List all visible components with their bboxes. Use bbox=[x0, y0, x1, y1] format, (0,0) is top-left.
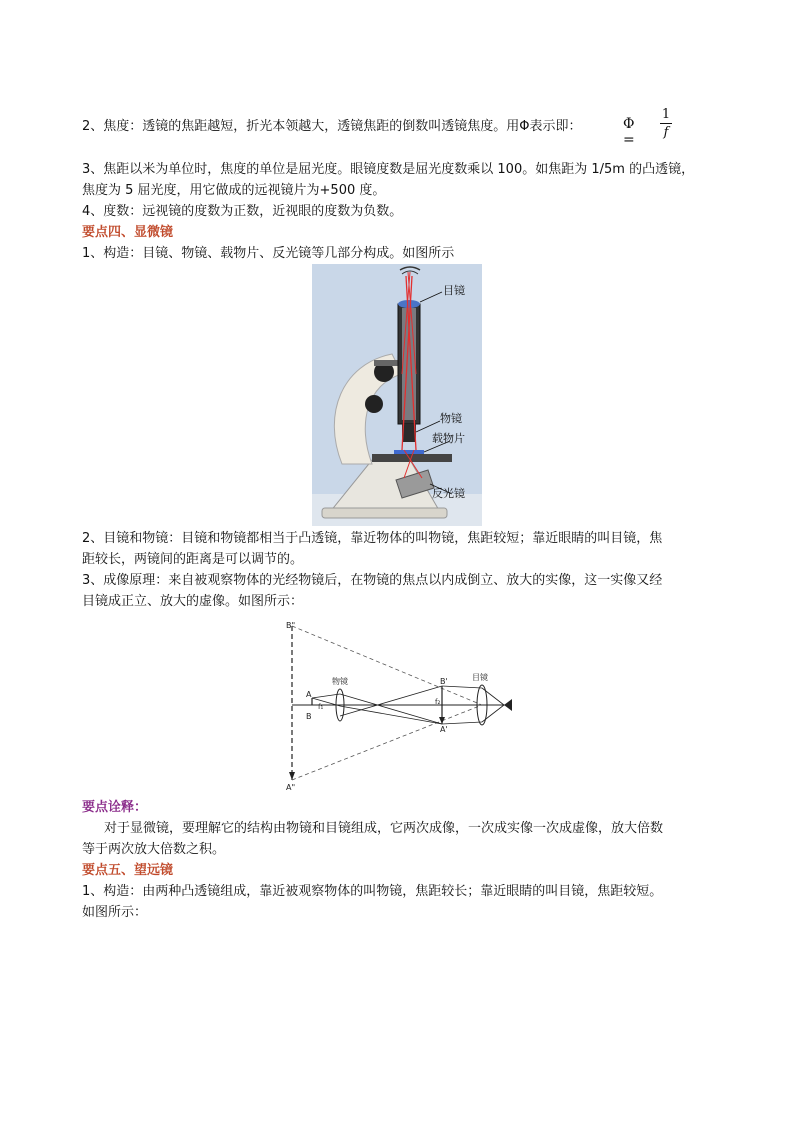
text-line-notes: 对于显微镜，要理解它的结构由物镜和目镜组成，它两次成像，一次成实像一次成虚像，放大倍数 bbox=[104, 821, 664, 836]
text-line-telescope-structure: 1、构造：由两种凸透镜组成，靠近被观察物体的叫物镜，焦距较长；靠近眼睛的叫目镜，焦距较短。 bbox=[82, 884, 663, 899]
label-b: B bbox=[306, 712, 312, 721]
text-line-focal-power: 2、焦度：透镜的焦距越短，折光本领越大，透镜焦距的倒数叫透镜焦度。用Φ表示即： bbox=[82, 119, 582, 134]
microscope-photo bbox=[312, 264, 482, 526]
text-line-notes-cont: 等于两次放大倍数之积。 bbox=[82, 842, 226, 857]
text-line-diopter: 3、焦距以米为单位时，焦度的单位是屈光度。眼镜度数是屈光度数乘以 100。如焦距为 1/5m 的凸透镜， bbox=[82, 162, 695, 177]
ray-diagram bbox=[282, 618, 522, 794]
text-line-diopter-cont: 焦度为 5 屈光度，用它做成的远视镜片为+500 度。 bbox=[82, 183, 386, 198]
text-line-as-shown: 如图所示： bbox=[82, 905, 148, 920]
label-eyepiece: 目镜 bbox=[443, 284, 465, 297]
label-mirror: 反光镜 bbox=[432, 487, 465, 500]
formula-fraction bbox=[659, 107, 673, 142]
heading-telescope: 要点五、望远镜 bbox=[82, 863, 174, 878]
label-slide: 载物片 bbox=[432, 432, 465, 445]
label-eyepiece-lens: 目镜 bbox=[472, 673, 488, 682]
label-b-double-prime: B" bbox=[286, 621, 296, 630]
text-line-lenses-cont: 距较长，两镜间的距离是可以调节的。 bbox=[82, 552, 304, 567]
heading-microscope: 要点四、显微镜 bbox=[82, 225, 174, 240]
text-line-principle-cont: 目镜成正立、放大的虚像。如图所示： bbox=[82, 594, 304, 609]
heading-key-notes: 要点诠释： bbox=[82, 800, 148, 815]
label-objective-lens: 物镜 bbox=[332, 677, 348, 686]
formula-numerator: 1 bbox=[661, 107, 671, 122]
text-line-lenses: 2、目镜和物镜：目镜和物镜都相当于凸透镜，靠近物体的叫物镜，焦距较短；靠近眼睛的叫目镜，焦 bbox=[82, 531, 663, 546]
text-line-structure: 1、构造：目镜、物镜、载物片、反光镜等几部分构成。如图所示 bbox=[82, 246, 455, 261]
formula-denominator: f bbox=[663, 125, 669, 140]
label-f1: f₁ bbox=[318, 703, 324, 711]
label-a-double-prime: A" bbox=[286, 783, 296, 792]
label-b-prime: B' bbox=[440, 677, 448, 686]
formula-lhs: Φ = bbox=[623, 116, 635, 148]
label-a-prime: A' bbox=[440, 725, 448, 734]
label-a: A bbox=[306, 690, 312, 699]
text-line-degree: 4、度数：远视镜的度数为正数，近视眼的度数为负数。 bbox=[82, 204, 403, 219]
text-line-principle: 3、成像原理：来自被观察物体的光经物镜后，在物镜的焦点以内成倒立、放大的实像，这一实像又经 bbox=[82, 573, 663, 588]
label-objective: 物镜 bbox=[440, 412, 462, 425]
label-f2: f₂ bbox=[435, 698, 441, 706]
